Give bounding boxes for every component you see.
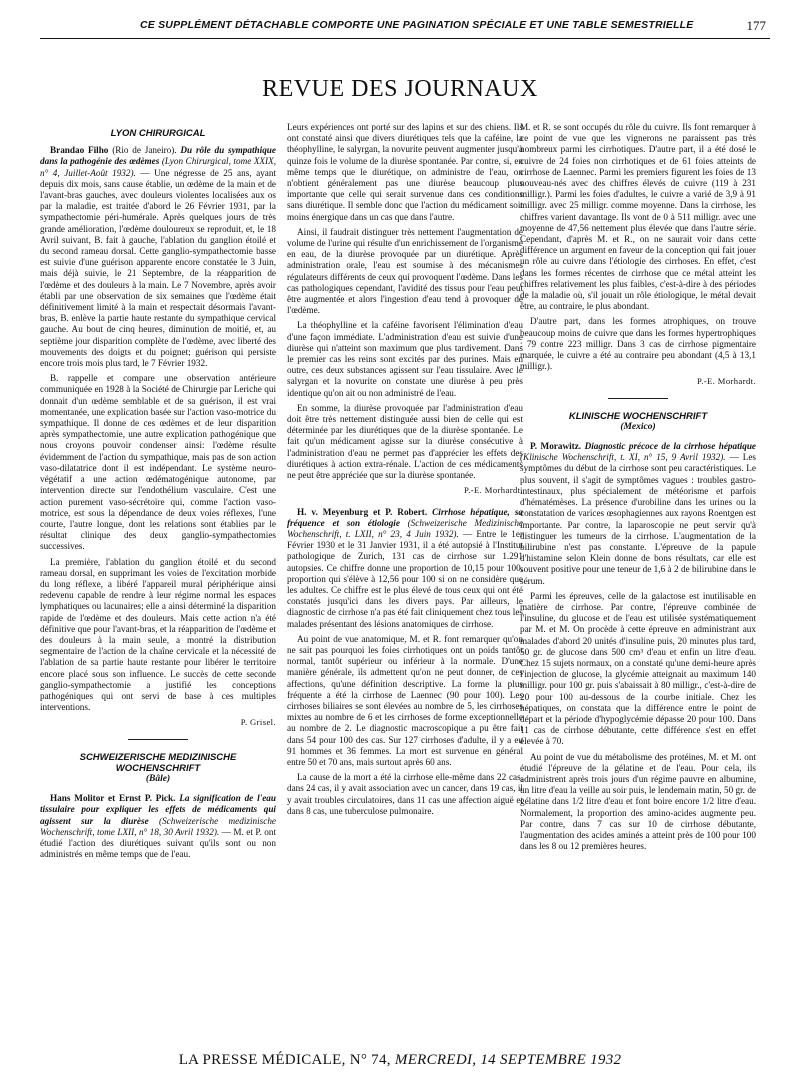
article-1-text-1: — Une négresse de 25 ans, ayant depuis dix mois, sans cause établie, un œdème de la main et de l'avant-bras gauches, avec douleurs violentes localisées aux os par la maladie, est traitée d'abord le 26 Février 1931, par la sympathectomie péri-humérale. Après quelques jours de très grande amélioration, l'œdème douloureux se reproduit, et, le 18 Avril suivant, B. fait à gauche, l'ablation du ganglion étoilé et du second rameau dorsal. Cette ganglio-sympathectomie basse est suivie d'une guérison apparente encore constatée le 3 Juin, mais déjà suivie, le 21 Septembre, de la réapparition de l'œdème et des douleurs à la main. Le 7 Novembre, après avoir établi par une observation de six semaines que l'œdème était définitivement limité à la main et respectait désormais l'avant-bras, B. enlève la partie haute restante du sympathique cervical gauche. Au bout de cinq heures, diminution de moitié, et, au septième jour disparition complète de l'œdème, avec liberté des mouvements des doigts et du poignet; guérison qui persiste encore trois mois plus tard, le 7 Février 1932.: [40, 167, 276, 369]
masthead-title: REVUE DES JOURNAUX: [262, 76, 538, 102]
section-heading-schweiz-line-1: SCHWEIZERISCHE MEDIZINISCHE: [79, 751, 237, 763]
article-1-paragraph-3: La première, l'ablation du ganglion étoilé et du second rameau dorsal, en supprimant les voies de l'excitation morbide du long réflexe, a libéré l'appareil mural périphérique ainsi redevenu capable de rendre à leur régime normal les espaces lymphatiques ou lacunaires; elle a ainsi déterminé la disparition rapide de l'œdème et des douleurs. Mais cette action n'a été définitive que pour l'avant-bras, et la réapparition de l'œdème et des douleurs à la main seule, a montré la distribution segmentaire de l'action de la chaîne cervicale et la nécessité de l'ablation de sa partie haute restante pour libérer le territoire encore placé sous son influence. Le succès de cette seconde ganglio-sympathectomie a justifié les conceptions pathogéniques qui ont servi de base à ces multiples interventions.: [40, 556, 276, 713]
article-4-author: P. Morawitz.: [530, 441, 582, 452]
article-2-signature: P.-E. Morhardt.: [464, 485, 523, 496]
article-3-paragraph-2: Au point de vue anatomique, M. et R. font remarquer qu'on ne sait pas pourquoi les foies cirrhotiques ont un poids tantôt normal, tantôt supérieur ou inférieur à la normale. D'une manière générale, ils admettent qu'on ne peut donner, de ces affections, qu'une définition descriptive. La forme la plus fréquente a été la cirrhose de Laennec (90 pour 100). Les cirrhoses biliaires se sont élevées au nombre de 5, les cirrhoses mixtes au nombre de 6 et les cirrhoses de forme exceptionnelle au nombre de 2. Le diagnostic macroscopique a pu être fait dans 54 pour 100 des cas. Sur 127 cirrhoses d'adulte, il y a eu 91 hommes et 36 femmes. La mort est survenue en général entre 50 et 70 ans, mais surtout après 60 ans.: [287, 633, 523, 767]
article-3-author: H. v. Meyenburg et P. Robert.: [297, 506, 428, 517]
article-4-paragraph-2: Parmi les épreuves, celle de la galactose est inutilisable en matière de cirrhose. Par contre, l'épreuve combinée de l'insuline, du glucose et de l'eau est utilisée systématiquement par M. et M. On procède à cette épreuve en administrant aux malades d'abord 20 unités d'insuline puis, 20 minutes plus tard, 50 gr. de glucose dans 500 cm³ d'eau et enfin un litre d'eau. Chez 15 sujets normaux, on a constaté qu'une demi-heure après l'injection de glucose, la glycémie atteignait au maximum 140 milligr. pour 100 gr. puis s'abaissait à 80 milligr., c'est-à-dire de 20 pour 100 au-dessous de la courbe initiale. Chez les hépatiques, on constata que la différence entre le point de départ et la période d'hypoglycémie dépasse 20 pour 100. Dans 11 cas de cirrhose débutante, cette différence s'est en effet élevée à 70.: [520, 590, 756, 747]
article-2-text-1: — M. et P. ont étudié l'action des diurétiques suivant qu'ils sont ou non administrés en même temps que de l'eau.: [40, 826, 277, 860]
column-3: [520, 122, 756, 856]
article-4-header: [520, 441, 756, 587]
article-3-text-1: — Entre le 1er Février 1930 et le 31 Janvier 1931, il a été autopsié à l'Institut pathologique de Zurich, 131 cas de cirrhose sur 1.291 autopsies. Ce chiffre donne une proportion de 10,15 pour 100, proportion qui s'élève à 12,56 pour 100 si on ne considère que les adultes. Ce chiffre est le plus élevé de tous ceux qui ont été constatés jusqu'ici dans les divers pays. Par ailleurs, le diagnostic de cirrhose n'a pas été fait cliniquement chez tous les malades présentant des lésions anatomiques de cirrhose.: [287, 528, 524, 629]
article-2-source: (Schweizerische medizinische Wochenschrift, tome LXII, n° 18, 30 Avril 1932).: [40, 815, 277, 837]
article-1-title: Du rôle du sympathique dans la pathogénie des œdèmes: [40, 145, 276, 167]
article-3-signature: P.-E. Morhardt.: [697, 376, 756, 387]
section-heading-klinische-city: (Mexico): [620, 421, 656, 432]
section-divider: [608, 398, 668, 399]
article-3-paragraph-3: La cause de la mort a été la cirrhose elle-même dans 22 cas, dans 24 cas, il y avait association avec un cancer, dans 19 cas, il y avait troubles circulatoires, dans 11 cas une affection aiguë et dans 8 cas, une tuberculose pulmonaire.: [287, 772, 523, 816]
section-heading-schweiz-line-2: WOCHENSCHRIFT: [115, 762, 201, 774]
section-heading-klinische: KLINISCHE WOCHENSCHRIFT: [568, 410, 708, 422]
article-2-title: La signification de l'eau tissulaire pour expliquer les effets de médicaments qui agissent sur la diurèse: [40, 793, 276, 826]
article-2-header: [40, 793, 276, 860]
page-footer: [0, 1052, 800, 1069]
article-1-source: (Lyon Chirurgical, tome XXIX, n° 4, Juillet-Août 1932).: [40, 156, 277, 178]
running-head: [40, 16, 770, 39]
article-2-author: Hans Molitor et Ernst P. Pick.: [50, 793, 176, 804]
section-heading-lyon: LYON CHIRURGICAL: [110, 128, 206, 139]
running-head-text: CE SUPPLÉMENT DÉTACHABLE COMPORTE UNE PAGINATION SPÉCIALE ET UNE TABLE SEMESTRIELLE: [140, 19, 694, 31]
article-4-source: (Klinische Wochenschrift, t. XI, n° 15, 9 Avril 1932).: [520, 452, 726, 463]
article-2-paragraph-5: En somme, la diurèse provoquée par l'administration d'eau doit être très nettement distinguée aussi bien de celle qui est déterminée par les diurétiques que de la diurèse spontanée. Le fait qu'un médicament agisse sur la diurèse consécutive à l'administration d'eau ne permet pas d'apprécier les effets des diurétiques à action extra-rénale. L'action de ces médicaments ne peut être appréciée que sur la diurèse spontanée.: [287, 402, 523, 481]
article-4-text-1: — Les symptômes du début de la cirrhose sont peu caractéristiques. Le plus souvent, il s'agit de symptômes vagues : troubles gastro-intestinaux, plus spécialement de météorisme et parfois d'hématémèses. La présence d'urobiline dans les urines ou la constatation de varices œsophagiennes aux rayons Roentgen est importante. Par contre, la laparoscopie ne peut servir qu'à distinguer les tumeurs de la cirrhose. L'augmentation de la bilirubine n'est pas constante. L'épreuve de la papule d'histamine selon Klein donne de bons résultats, car elle est souvent positive pour une teneur de 1,6 à 2 de bilirubine dans le sérum.: [520, 452, 756, 586]
article-1-place: (Rio de Janeiro).: [112, 145, 177, 156]
article-3-source: (Schweizerische Medizinische Wochenschrift, t. LXII, n° 23, 4 Juin 1932).: [287, 517, 523, 539]
article-3-title: Cirrhose hépatique, sa fréquence et son étiologie: [287, 506, 523, 528]
footer-journal: LA PRESSE MÉDICALE, N° 74,: [178, 1052, 391, 1068]
column-1: [40, 122, 276, 864]
article-2-paragraph-4: La théophylline et la caféine favorisent l'élimination d'eau d'une façon immédiate. L'administration d'eau est suivie d'une diurèse qui n'atteint son maximum que plus tardivement. Dans le premier cas les reins sont excités par des purines. Mais en outre, ces deux substances agissent sur l'eau tissulaire. Avec le salyrgan et la novurite on constate une diurèse à peu près identique qu'on ait ou non administré de l'eau.: [287, 320, 523, 398]
footer-date: MERCREDI, 14 SEPTEMBRE 1932: [394, 1052, 622, 1068]
page-number: 177: [746, 18, 766, 33]
article-3-paragraph-5: D'autre part, dans les formes atrophiques, on trouve beaucoup moins de cuivre que dans les formes hypertrophiques : 79 contre 223 milligr. Dans 3 cas de cirrhose pigmentaire marquée, le cuivre a été au contraire peu abondant (4,5 à 13,1 milligr.).: [520, 316, 756, 372]
article-4-paragraph-3: Au point de vue du métabolisme des protéines, M. et M. ont étudié l'épreuve de la gélatine et de l'eau. Pour cela, ils administrent après trois jours d'un régime pauvre en albumine, un litre d'eau la veille au soir puis, le lendemain matin, 50 gr. de gélatine dans 1/2 litre d'eau et font boire encore 1/2 litre d'eau. Normalement, la proportion des amino-acides augmente peu. Par contre, dans 7 cas sur 10 de cirrhose débutante, l'augmentation des acides aminés a atteint près de 100 pour 100 dans les 8 ou 12 premières heures.: [520, 751, 756, 852]
article-4-title: Diagnostic précoce de la cirrhose hépatique: [584, 441, 757, 452]
section-heading-schweiz-city: (Bâle): [145, 773, 171, 784]
article-1-author: Brandao Filho: [50, 145, 109, 156]
article-1-header: [40, 145, 276, 369]
article-3-header: [287, 507, 523, 630]
article-2-paragraph-2: Leurs expériences ont porté sur des lapins et sur des chiens. Ils ont constaté ainsi que divers diurétiques tels que la caféine, la théophylline, le salyrgan, la novurite peuvent augmenter jusqu'à quinze fois le volume de la diurèse spontanée. Par contre, si, en même temps que le diurétique, on administre de l'eau, on n'obtient généralement pas une diurèse beaucoup plus importante que celle qui serait survenue dans ces conditions sans diurétique. Il semble donc que l'action du médicament soit moins énergique dans un cas que dans l'autre.: [287, 122, 523, 222]
column-2: [287, 122, 523, 821]
article-2-paragraph-3: Ainsi, il faudrait distinguer très nettement l'augmentation de volume de l'urine qui résulte d'un enrichissement de l'organisme en eau, de la diurèse provoquée par un diurétique. Après administration orale, l'eau est soumise à des mécanismes régulateurs différents de ceux qui provoquent l'œdème. Dans les cas pathologiques cependant, l'avidité des tissus pour l'eau peut être augmentée et alors l'ingestion d'eau tend à provoquer de l'œdème.: [287, 226, 523, 316]
article-1-paragraph-2: B. rappelle et compare une observation antérieure communiquée en 1928 à la Société de Chirurgie par Leriche qui donnait d'un œdème semblable et de sa guérison, il est vrai momentanée, une explication basée sur l'action vaso-motrice du sympathique. Il donne de ces œdèmes et de leur disparition après sympathectomie, une autre explication pathogénique que nous croyons pouvoir condenser ainsi: l'œdème résulte évidemment de l'action du sympathique, mais pas de son action vaso-dilatatrice dont il est indépendant. Le système neuro-végétatif a une action œdématogénique autonome, par intervention directe sur l'endothélium vasculaire. C'est une action purement vaso-sécrétoire qui, comme l'action vaso-motrice, est sous la dépendance de deux voies réflexes, l'une courte, l'autre longue, dont les relations sont établies par le résultat clinique des deux ganglio-sympathectomies successives.: [40, 373, 276, 552]
article-1-signature: P. Grisel.: [240, 717, 276, 728]
section-divider: [128, 739, 188, 740]
article-3-paragraph-4: M. et R. se sont occupés du rôle du cuivre. Ils font remarquer à ce point de vue que les vignerons ne paraissent pas très nombreux parmi les cirrhotiques. D'autre part, il a été dosé le cuivre de 24 foies non cirrhotiques et de 61 foies atteints de cirrhose de Laennec. Parmi les premiers figurent les foies de 13 nouveau-nés avec des chiffres élevés de cuivre (119 à 231 milligr.). Parmi les foies d'adultes, le cuivre a varié de 3,9 à 91 milligr. avec 25 milligr. comme moyenne. Dans la cirrhose, les chiffres varient davantage. Ils vont de 0 à 511 milligr. avec une moyenne de 47,56 nettement plus élevée que dans l'autre série. Cependant, d'après M. et R., on ne saurait voir dans cette différence un argument en faveur de la conception qui fait jouer un rôle au cuivre dans l'étiologie des cirrhoses. En effet, c'est dans les formes récentes de cirrhose que ce métal atteint les chiffres relativement les plus faibles, c'est-à-dire à des périodes de la maladie où, s'il jouait un rôle étiologique, le métal devait être, au contraire, le plus abondant.: [520, 122, 756, 312]
